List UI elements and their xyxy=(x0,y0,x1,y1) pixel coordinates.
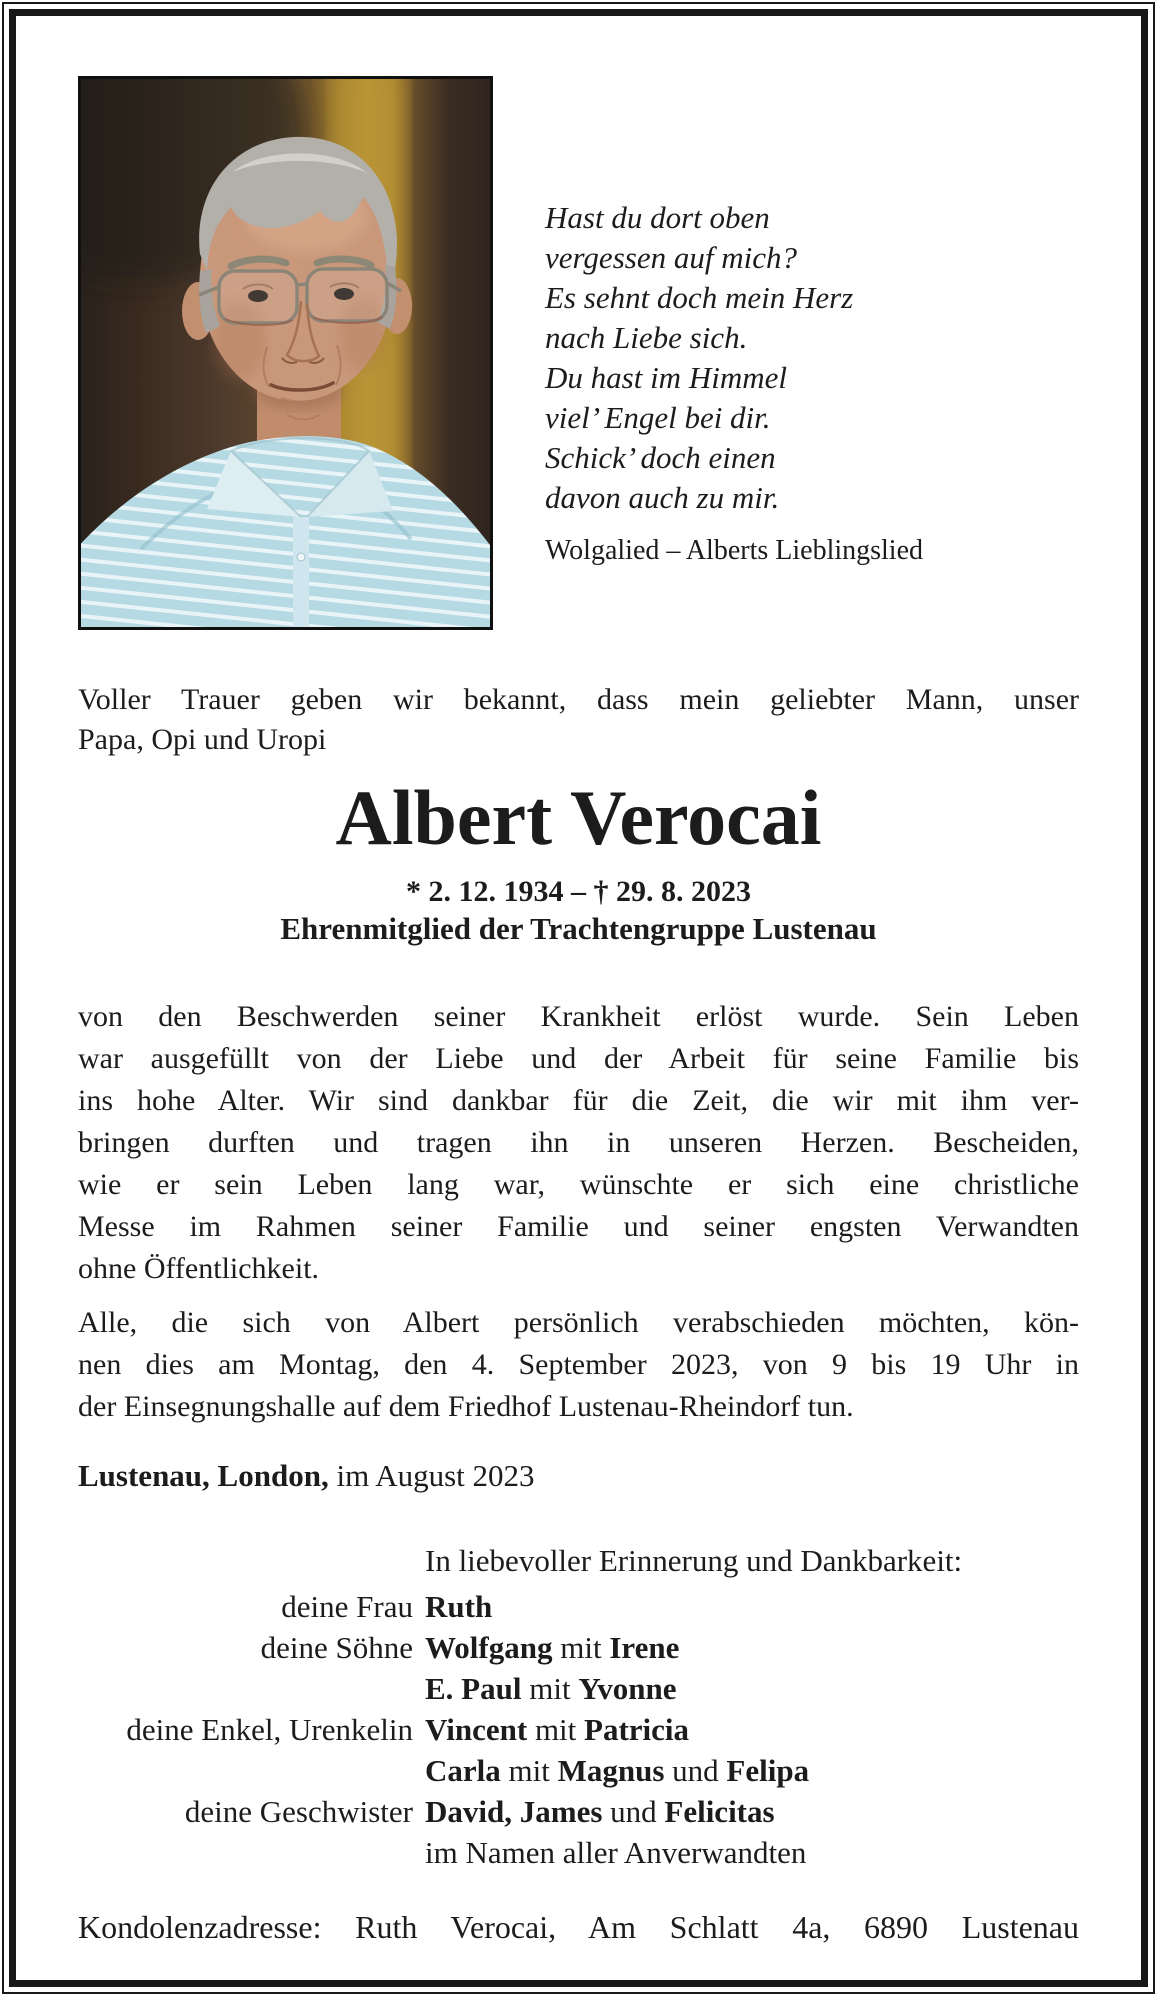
text-line: Messe im Rahmen seiner Familie und seiner engsten Verwandten xyxy=(78,1210,1079,1243)
family-row xyxy=(78,1668,1079,1709)
text-line: war ausgefüllt von der Liebe und der Arbeit für seine Familie bis xyxy=(78,1042,1079,1075)
text-line: davon auch zu mir. xyxy=(545,480,780,515)
family-row xyxy=(78,1709,1079,1750)
family-names: Wolfgang mit Irene xyxy=(425,1630,680,1665)
text-line: von den Beschwerden seiner Krankheit erlöst wurde. Sein Leben xyxy=(78,1000,1079,1033)
family-list xyxy=(78,1586,1079,1873)
place-dateline xyxy=(78,1456,1079,1496)
deceased-name: Albert Verocai xyxy=(335,774,822,861)
family-names: E. Paul mit Yvonne xyxy=(425,1671,677,1706)
text-line: ins hohe Alter. Wir sind dankbar für die Zeit, die wir mit ihm ver- xyxy=(78,1084,1079,1117)
family-row xyxy=(78,1791,1079,1832)
obituary-paragraph-2 xyxy=(78,1302,1079,1428)
portrait-photo xyxy=(78,76,493,630)
family-relation-label: deine Enkel, Urenkelin xyxy=(126,1712,413,1747)
family-relation-label xyxy=(78,1832,425,1873)
poem-attribution: Wolgalied – Alberts Lieblingslied xyxy=(545,535,924,566)
text-line: ohne Öffentlichkeit. xyxy=(78,1252,320,1285)
obituary-paragraph-1 xyxy=(78,996,1079,1290)
poem xyxy=(545,198,923,518)
family-row xyxy=(78,1750,1079,1791)
announcement-intro xyxy=(78,680,1079,760)
family-relation-label xyxy=(78,1668,425,1709)
text-line: Es sehnt doch mein Herz xyxy=(545,280,854,315)
text-line: Schick’ doch einen xyxy=(545,440,776,475)
poem-block xyxy=(545,76,923,568)
honorary-title: Ehrenmitglied der Trachtengruppe Lustenau xyxy=(280,911,877,946)
text-line: Voller Trauer geben wir bekannt, dass mein geliebter Mann, unser xyxy=(78,683,1079,716)
family-section xyxy=(78,1540,1079,1873)
condolence-address: Kondolenzadresse: Ruth Verocai, Am Schlatt 4a, 6890 Lustenau xyxy=(78,1909,1079,1945)
dateline-places: Lustenau, London, xyxy=(78,1458,329,1493)
text-line: Papa, Opi und Uropi xyxy=(78,723,327,756)
family-row xyxy=(78,1832,1079,1873)
text-line: Alle, die sich von Albert persönlich verabschieden möchten, kön- xyxy=(78,1306,1079,1339)
family-relation-label xyxy=(78,1750,425,1791)
family-row xyxy=(78,1627,1079,1668)
text-line: vergessen auf mich? xyxy=(545,240,797,275)
portrait-illustration xyxy=(81,79,490,627)
dateline-date: im August 2023 xyxy=(328,1458,535,1493)
text-line: wie er sein Leben lang war, wünschte er sich eine christliche xyxy=(78,1168,1079,1201)
family-names: im Namen aller Anverwandten xyxy=(425,1835,807,1870)
family-names: David, James und Felicitas xyxy=(425,1794,775,1829)
family-names: Vincent mit Patricia xyxy=(425,1712,690,1747)
text-line: nen dies am Montag, den 4. September 2023, von 9 bis 19 Uhr in xyxy=(78,1348,1079,1381)
text-line: Du hast im Himmel xyxy=(545,360,787,395)
remembrance-header: In liebevoller Erinnerung und Dankbarkeit: xyxy=(425,1543,963,1578)
text-line: viel’ Engel bei dir. xyxy=(545,400,771,435)
text-line: Hast du dort oben xyxy=(545,200,770,235)
family-relation-label: deine Söhne xyxy=(260,1630,413,1665)
family-names: Carla mit Magnus und Felipa xyxy=(425,1753,810,1788)
life-dates: * 2. 12. 1934 – † 29. 8. 2023 xyxy=(406,875,751,908)
text-line: bringen durften und tragen ihn in unseren Herzen. Bescheiden, xyxy=(78,1126,1079,1159)
family-relation-label: deine Geschwister xyxy=(184,1794,413,1829)
family-relation-label: deine Frau xyxy=(281,1589,413,1624)
text-line: der Einsegnungshalle auf dem Friedhof Lustenau-Rheindorf tun. xyxy=(78,1390,854,1423)
obituary-notice xyxy=(9,9,1148,1987)
text-line: nach Liebe sich. xyxy=(545,320,748,355)
family-names: Ruth xyxy=(425,1589,493,1624)
family-row xyxy=(78,1586,1079,1627)
top-row xyxy=(78,76,1079,630)
